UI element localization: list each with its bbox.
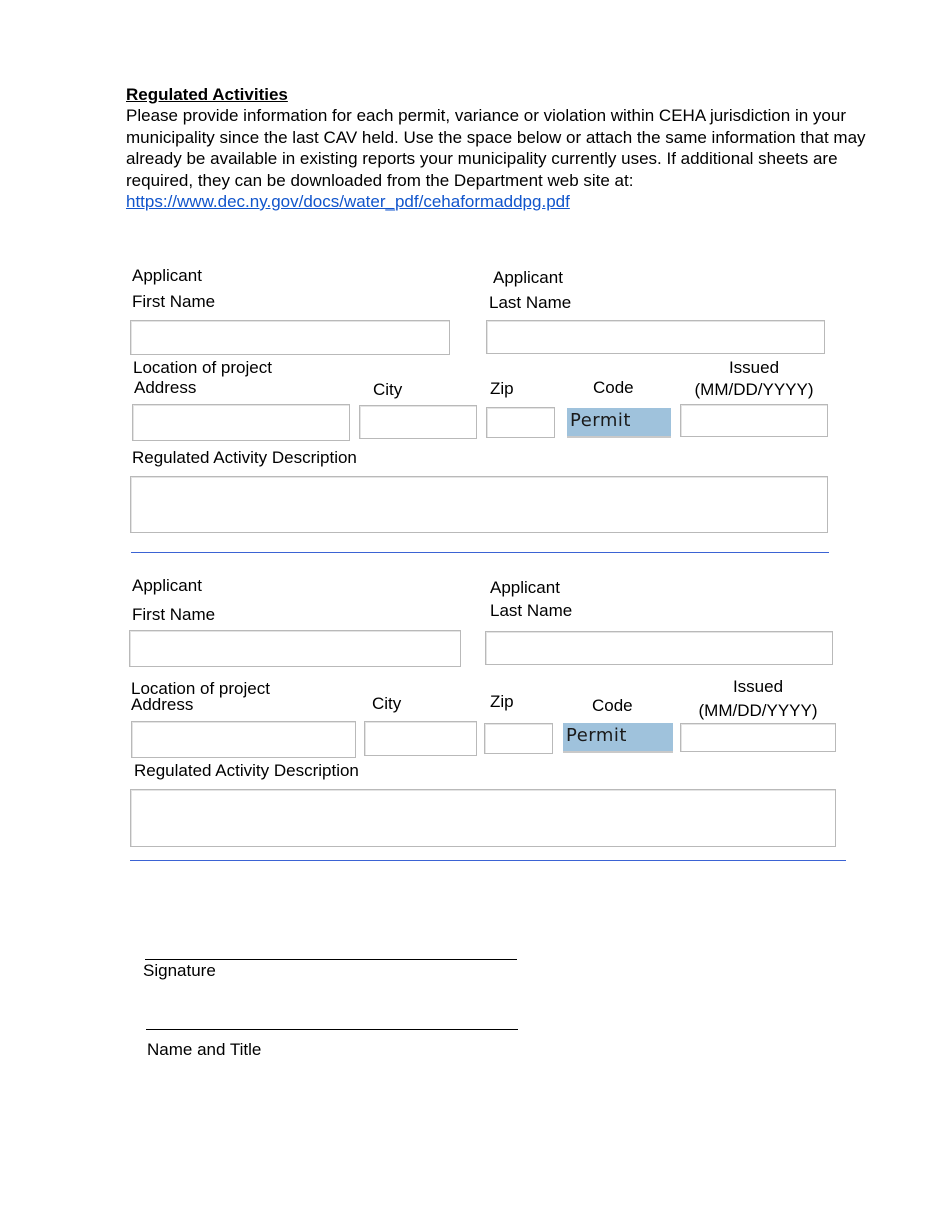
issued-label-line1: Issued [732, 677, 784, 696]
first-name-input[interactable] [129, 630, 461, 667]
zip-input[interactable] [486, 407, 555, 438]
issued-date-input[interactable] [680, 723, 836, 752]
code-label: Code [592, 696, 633, 715]
last-name-label-line2: Last Name [489, 293, 572, 312]
last-name-label-line2: Last Name [490, 601, 573, 620]
last-name-input[interactable] [485, 631, 833, 665]
zip-input[interactable] [484, 723, 553, 754]
download-link[interactable]: https://www.dec.ny.gov/docs/water_pdf/cehaformaddpg.pdf [126, 192, 570, 211]
intro-paragraph [126, 105, 866, 213]
city-label: City [372, 694, 402, 713]
entry-separator [130, 860, 846, 861]
description-textarea[interactable] [130, 789, 836, 847]
section-heading: Regulated Activities [126, 85, 288, 104]
address-label-line1: Location of project [131, 679, 270, 698]
city-input[interactable] [364, 721, 477, 756]
city-label: City [373, 380, 403, 399]
address-label-line2: Address [134, 378, 197, 397]
last-name-label-line1: Applicant [493, 268, 563, 287]
first-name-label-line1: Applicant [132, 266, 202, 285]
address-input[interactable] [131, 721, 356, 758]
first-name-input[interactable] [130, 320, 450, 355]
code-select[interactable]: Permit [567, 408, 671, 438]
first-name-label-line2: First Name [132, 292, 216, 311]
intro-text: Please provide information for each permit, variance or violation within CEHA jurisdiction in your municipality since the last CAV held. Use the space below or attach the same information that may already be available in existing reports your municipality currently uses. If additional sheets are required, they can be downloaded from the Department web site at: [126, 106, 866, 190]
description-label: Regulated Activity Description [132, 448, 357, 467]
name-title-line [146, 1029, 518, 1030]
description-label: Regulated Activity Description [134, 761, 359, 780]
code-label: Code [593, 378, 634, 397]
address-label-line2: Address [131, 695, 194, 714]
signature-label: Signature [143, 961, 216, 980]
issued-label-line1: Issued [728, 358, 780, 377]
issued-label-line2: (MM/DD/YYYY) [698, 701, 818, 720]
last-name-label-line1: Applicant [490, 578, 560, 597]
signature-line [145, 959, 517, 960]
last-name-input[interactable] [486, 320, 825, 354]
entry-separator [131, 552, 829, 553]
zip-label: Zip [490, 379, 514, 398]
city-input[interactable] [359, 405, 477, 439]
address-label-line1: Location of project [133, 358, 272, 377]
address-input[interactable] [132, 404, 350, 441]
code-select[interactable]: Permit [563, 723, 673, 753]
issued-label-line2: (MM/DD/YYYY) [694, 380, 814, 399]
description-textarea[interactable] [130, 476, 828, 533]
zip-label: Zip [490, 692, 514, 711]
first-name-label-line1: Applicant [132, 576, 202, 595]
name-title-label: Name and Title [147, 1040, 262, 1059]
issued-date-input[interactable] [680, 404, 828, 437]
first-name-label-line2: First Name [132, 605, 216, 624]
